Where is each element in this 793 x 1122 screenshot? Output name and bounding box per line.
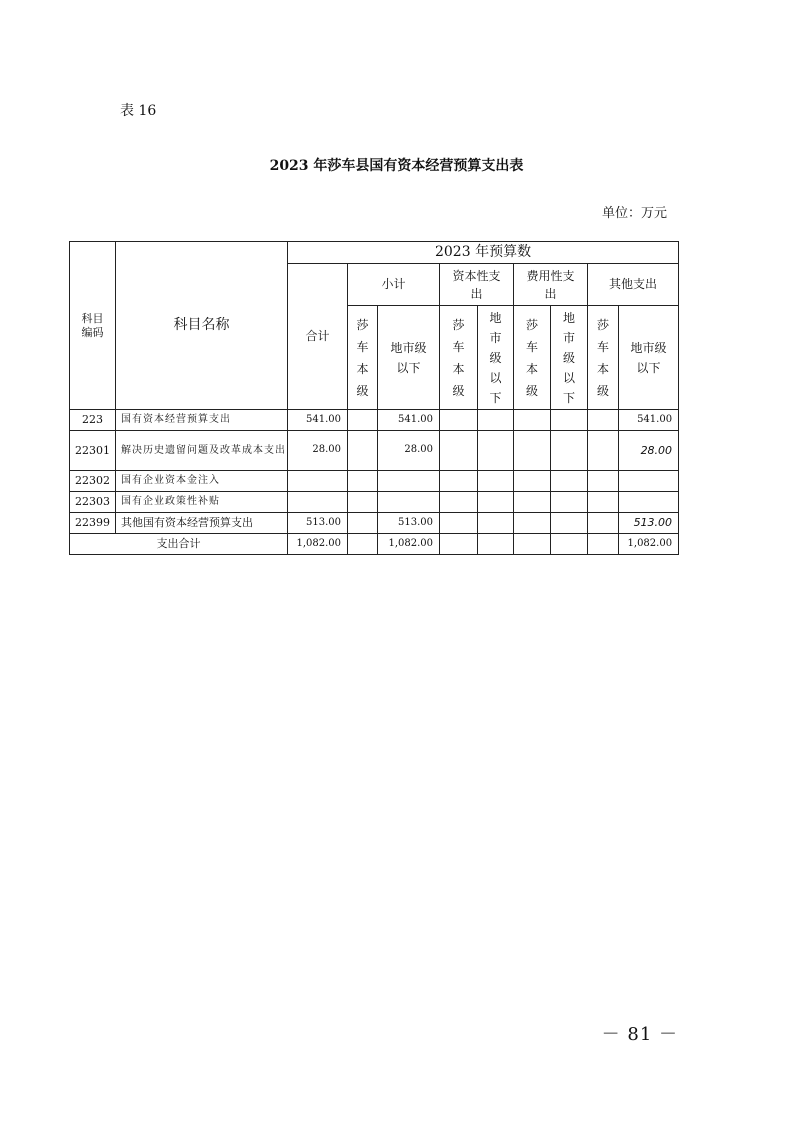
row-oth-local xyxy=(588,513,619,534)
header-expense: 费用性支出 xyxy=(514,264,588,306)
row-total xyxy=(288,492,348,513)
row-sub-local xyxy=(348,431,378,471)
header-capital: 资本性支出 xyxy=(440,264,514,306)
row-cap-prefecture xyxy=(478,410,514,431)
row-sub-local xyxy=(348,492,378,513)
table-row xyxy=(70,492,679,513)
header-cap-local: 莎车本级 xyxy=(440,306,478,410)
row-oth-local xyxy=(588,431,619,471)
row-oth-prefecture xyxy=(619,471,679,492)
row-name: 其他国有资本经营预算支出 xyxy=(116,513,288,534)
row-code: 22302 xyxy=(70,471,116,492)
row-cap-local xyxy=(440,492,478,513)
header-cap-prefecture: 地市级以下 xyxy=(478,306,514,410)
row-name: 国有企业政策性补贴 xyxy=(116,492,288,513)
row-exp-local xyxy=(514,492,551,513)
budget-table xyxy=(69,241,679,555)
row-cap-prefecture xyxy=(478,431,514,471)
total-cap-local xyxy=(440,534,478,555)
total-total: 1,082.00 xyxy=(288,534,348,555)
total-exp-prefecture xyxy=(551,534,588,555)
row-name: 国有企业资本金注入 xyxy=(116,471,288,492)
row-cap-prefecture xyxy=(478,513,514,534)
row-oth-prefecture xyxy=(619,492,679,513)
row-name: 解决历史遗留问题及改革成本支出 xyxy=(116,431,288,471)
row-cap-prefecture xyxy=(478,492,514,513)
row-oth-prefecture: 28.00 xyxy=(619,431,679,471)
header-sub-local: 莎车本级 xyxy=(348,306,378,410)
header-code: 科目编码 xyxy=(70,242,116,410)
row-code: 22301 xyxy=(70,431,116,471)
header-exp-local: 莎车本级 xyxy=(514,306,551,410)
header-oth-local: 莎车本级 xyxy=(588,306,619,410)
row-total: 28.00 xyxy=(288,431,348,471)
total-oth-local xyxy=(588,534,619,555)
row-cap-local xyxy=(440,471,478,492)
total-sub-local xyxy=(348,534,378,555)
row-sub-prefecture: 541.00 xyxy=(378,410,440,431)
header-total: 合计 xyxy=(288,264,348,410)
header-exp-prefecture: 地市级以下 xyxy=(551,306,588,410)
header-name: 科目名称 xyxy=(116,242,288,410)
row-oth-local xyxy=(588,471,619,492)
total-oth-prefecture: 1,082.00 xyxy=(619,534,679,555)
table-row xyxy=(70,513,679,534)
row-exp-prefecture xyxy=(551,492,588,513)
row-code: 22399 xyxy=(70,513,116,534)
row-sub-prefecture xyxy=(378,492,440,513)
row-cap-local xyxy=(440,410,478,431)
row-exp-prefecture xyxy=(551,410,588,431)
row-cap-local xyxy=(440,431,478,471)
table-row xyxy=(70,431,679,471)
row-exp-local xyxy=(514,513,551,534)
row-oth-prefecture: 513.00 xyxy=(619,513,679,534)
header-budget-year: 2023 年预算数 xyxy=(288,242,679,264)
row-oth-local xyxy=(588,410,619,431)
page-number: － 81 － xyxy=(601,1024,678,1045)
header-subtotal: 小计 xyxy=(348,264,440,306)
header-oth-prefecture: 地市级以下 xyxy=(619,306,679,410)
total-label: 支出合计 xyxy=(70,534,288,555)
row-exp-local xyxy=(514,471,551,492)
row-name: 国有资本经营预算支出 xyxy=(116,410,288,431)
row-total: 541.00 xyxy=(288,410,348,431)
row-cap-prefecture xyxy=(478,471,514,492)
row-sub-local xyxy=(348,513,378,534)
total-exp-local xyxy=(514,534,551,555)
row-sub-prefecture xyxy=(378,471,440,492)
row-exp-prefecture xyxy=(551,513,588,534)
row-oth-prefecture: 541.00 xyxy=(619,410,679,431)
row-exp-local xyxy=(514,431,551,471)
row-cap-local xyxy=(440,513,478,534)
row-total xyxy=(288,471,348,492)
table-label: 表 16 xyxy=(120,103,157,119)
row-exp-local xyxy=(514,410,551,431)
row-oth-local xyxy=(588,492,619,513)
row-sub-prefecture: 28.00 xyxy=(378,431,440,471)
unit-label: 单位：万元 xyxy=(601,206,667,221)
row-sub-local xyxy=(348,410,378,431)
table-row xyxy=(70,471,679,492)
total-row xyxy=(70,534,679,555)
row-code: 22303 xyxy=(70,492,116,513)
table-row xyxy=(70,410,679,431)
row-code: 223 xyxy=(70,410,116,431)
row-exp-prefecture xyxy=(551,431,588,471)
row-total: 513.00 xyxy=(288,513,348,534)
total-sub-prefecture: 1,082.00 xyxy=(378,534,440,555)
document-title: 2023 年莎车县国有资本经营预算支出表 xyxy=(269,158,524,174)
total-cap-prefecture xyxy=(478,534,514,555)
row-exp-prefecture xyxy=(551,471,588,492)
row-sub-local xyxy=(348,471,378,492)
header-other: 其他支出 xyxy=(588,264,679,306)
header-sub-prefecture: 地市级以下 xyxy=(378,306,440,410)
row-sub-prefecture: 513.00 xyxy=(378,513,440,534)
